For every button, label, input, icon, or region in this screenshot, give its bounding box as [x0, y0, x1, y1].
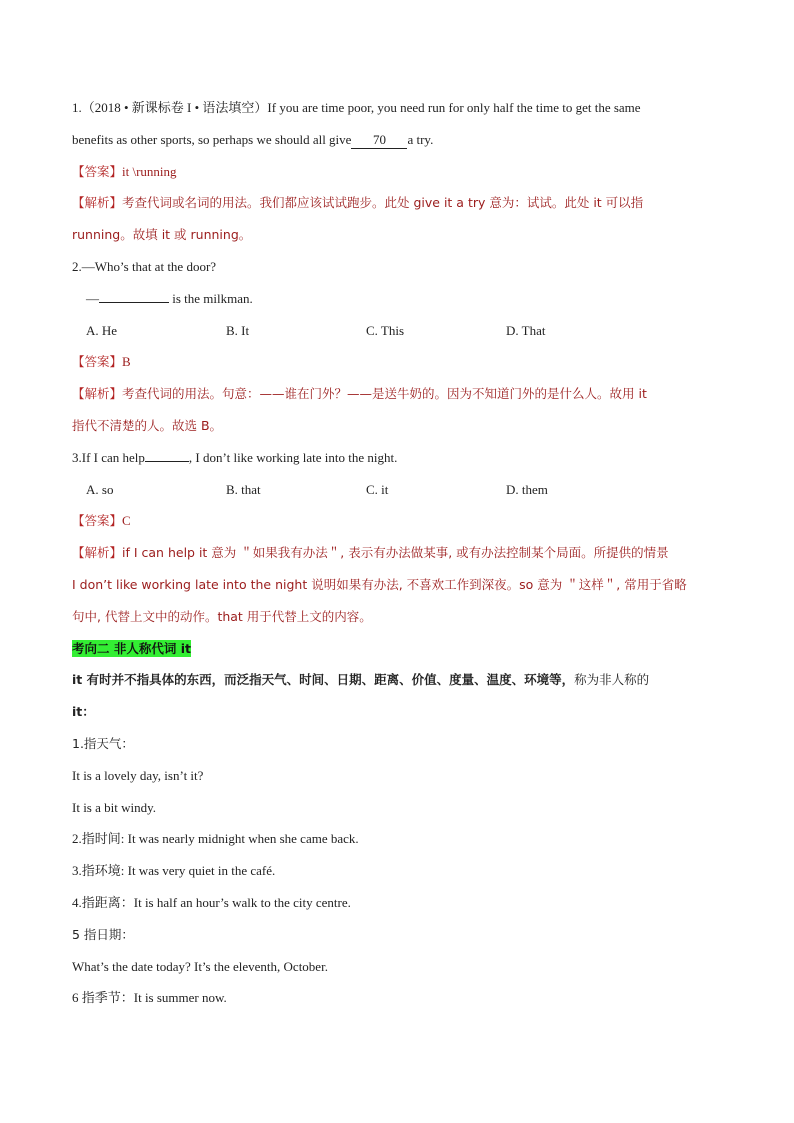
example-sentence: 6 指季节：It is summer now.: [72, 990, 227, 1006]
item5-example: [72, 957, 732, 977]
answer-tag: 【答案】: [72, 354, 123, 370]
item6: [72, 988, 732, 1008]
q2-option-a: A. He: [86, 322, 118, 338]
example-sentence: 3.指环境: It was very quiet in the café.: [72, 863, 276, 879]
q1-line-2: [72, 130, 732, 150]
section-intro-1: [72, 670, 732, 690]
q1-analysis-2: [72, 225, 732, 245]
q3-text-after-blank: , I don’t like working late into the night.: [188, 449, 398, 465]
q3-analysis-2: [72, 575, 732, 595]
section-heading-line: [72, 639, 732, 659]
item-title: 1.指天气：: [72, 735, 134, 751]
analysis-tag: 【解析】: [72, 195, 123, 211]
q3-analysis-1: [72, 543, 732, 563]
answer-tag: 【答案】: [72, 513, 123, 529]
q3-text-before-blank: 3.If I can help: [72, 449, 145, 465]
q2-reply-text: is the milkman.: [169, 290, 253, 306]
q2-options: [72, 321, 732, 341]
section-heading: 考向二 非人称代词 it: [72, 640, 191, 656]
item4: [72, 893, 732, 913]
example-sentence: 2.指时间: It was nearly midnight when she came back.: [72, 831, 359, 847]
q2-text: 2.—Who’s that at the door?: [72, 258, 217, 274]
q3-analysis-text-3: 句中, 代替上文中的动作。that 用于代替上文的内容。: [72, 608, 372, 624]
item-title: 5 指日期：: [72, 926, 134, 942]
q2-answer: [72, 352, 732, 372]
analysis-tag: 【解析】: [72, 545, 123, 561]
q2-option-d: D. That: [506, 322, 546, 338]
answer-tag: 【答案】: [72, 163, 123, 179]
q1-analysis-text-2: running。故填 it 或 running。: [72, 227, 252, 243]
q3-options: [72, 480, 732, 500]
item1-title: [72, 734, 732, 754]
item2: [72, 829, 732, 849]
q3-analysis-text-2: I don’t like working late into the night 说明如果有办法, 不喜欢工作到深夜。so 意为 ＂这样＂, 常用于省略: [72, 576, 687, 592]
q1-text: 1.（2018 • 新课标卷 I • 语法填空）If you are time poor, you need run for only half the time to get the same: [72, 100, 641, 115]
example-sentence: 4.指距离：It is half an hour’s walk to the city centre.: [72, 894, 351, 910]
q2-option-c: C. This: [366, 322, 405, 338]
q3-option-d: D. them: [506, 481, 548, 497]
section-intro-rest: 称为非人称的: [574, 672, 650, 688]
q3-question: [72, 448, 732, 468]
q3-blank: [145, 461, 189, 462]
document-page: [72, 98, 732, 1020]
q1-text-after-blank: a try.: [407, 131, 434, 147]
q2-analysis-2: [72, 416, 732, 436]
example-sentence: It is a lovely day, isn’t it?: [72, 767, 204, 783]
q3-analysis-text: if I can help it 意为 ＂如果我有办法＂, 表示有办法做某事, 或有办法控制某个局面。所提供的情景: [122, 545, 669, 561]
item1-example-2: [72, 798, 732, 818]
q3-analysis-3: [72, 607, 732, 627]
q1-analysis-text: 考查代词或名词的用法。我们都应该试试跑步。此处 give it a try 意为：试试。此处 it 可以指: [122, 195, 644, 211]
q1-line-1: [72, 98, 732, 118]
example-sentence: What’s the date today? It’s the eleventh, October.: [72, 958, 328, 974]
q3-answer: [72, 511, 732, 531]
q1-blank: 70: [351, 132, 407, 149]
q3-option-a: A. so: [86, 481, 114, 497]
q1-analysis-1: [72, 193, 732, 213]
q1-text-before-blank: benefits as other sports, so perhaps we should all give: [72, 131, 352, 147]
q2-analysis-text-2: 指代不清楚的人。故选 B。: [72, 417, 223, 433]
q2-answer-value: B: [122, 354, 131, 370]
q1-answer: [72, 162, 732, 182]
q2-question: [72, 257, 732, 277]
q3-option-b: B. that: [226, 481, 261, 497]
q3-option-c: C. it: [366, 481, 389, 497]
item5-title: [72, 925, 732, 945]
q3-answer-value: C: [122, 513, 131, 529]
q2-option-b: B. It: [226, 322, 250, 338]
section-intro-2: [72, 702, 732, 722]
q2-blank: [99, 302, 169, 303]
analysis-tag: 【解析】: [72, 386, 123, 402]
example-sentence: It is a bit windy.: [72, 799, 157, 815]
q2-reply: [72, 289, 732, 309]
item3: [72, 861, 732, 881]
q1-answer-value: it \running: [122, 163, 177, 179]
section-intro-it: it：: [72, 704, 95, 720]
section-intro-bold: it 有时并不指具体的东西，而泛指天气、时间、日期、距离、价值、度量、温度、环境等，: [72, 672, 575, 688]
item1-example-1: [72, 766, 732, 786]
q2-analysis-text: 考查代词的用法。句意：——谁在门外？——是送牛奶的。因为不知道门外的是什么人。故用 it: [122, 386, 647, 402]
q2-dash: —: [86, 290, 99, 306]
q2-analysis-1: [72, 384, 732, 404]
